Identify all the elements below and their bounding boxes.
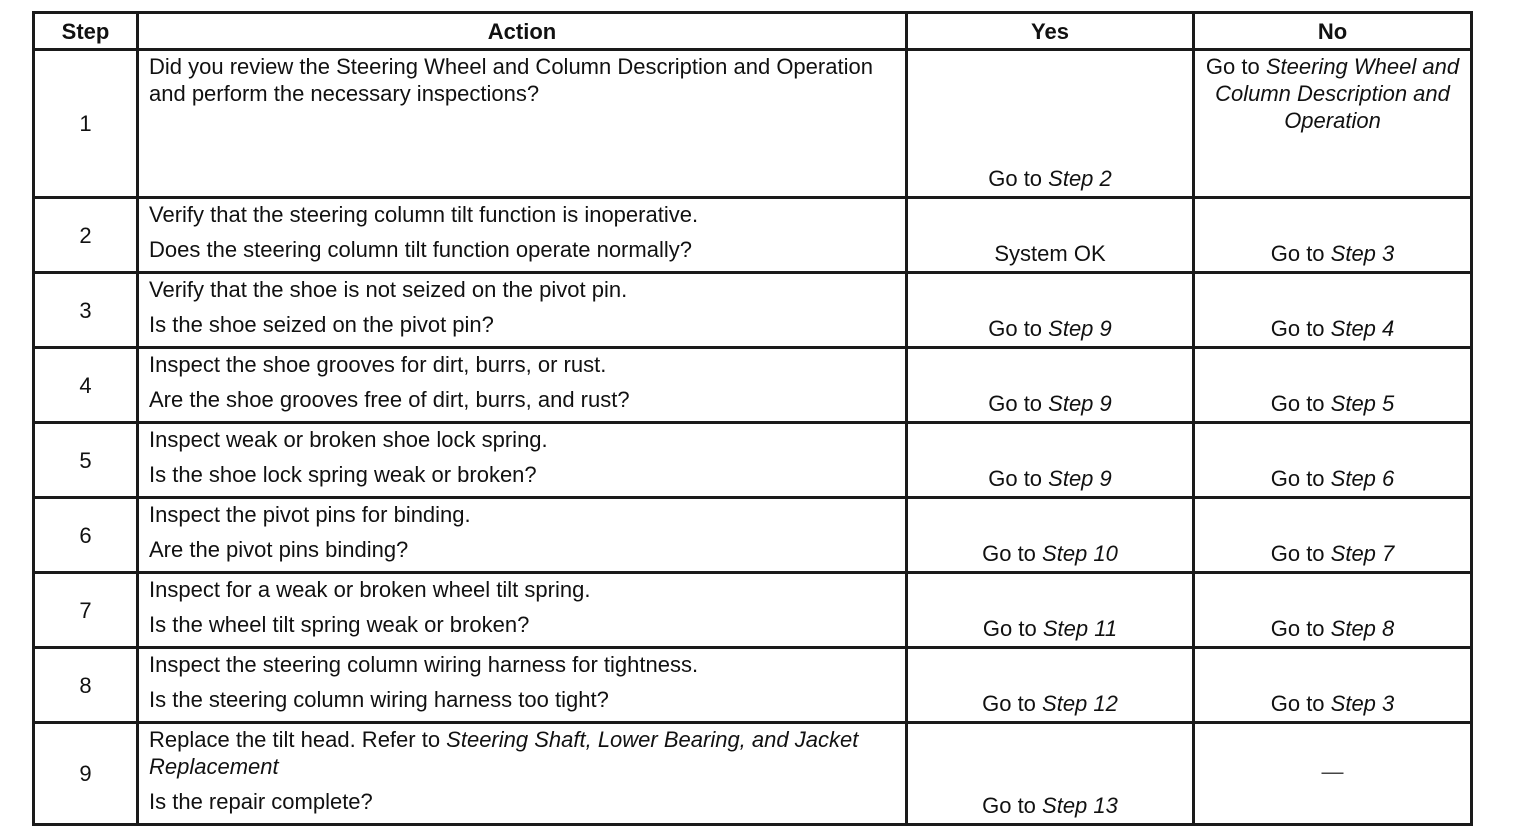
step-number: 5 (34, 423, 138, 498)
no-prefix: Go to (1270, 616, 1331, 641)
yes-cell (907, 50, 1194, 198)
diagnostic-table (32, 11, 1473, 826)
yes-result: System OK (994, 241, 1106, 266)
action-question: Does the steering column tilt function operate normally? (149, 237, 692, 262)
step-number: 8 (34, 648, 138, 723)
yes-cell (907, 348, 1194, 423)
yes-step-link[interactable]: Step 9 (1048, 466, 1112, 491)
table-row (34, 723, 1472, 825)
yes-prefix: Go to (982, 616, 1043, 641)
yes-prefix: Go to (988, 166, 1049, 191)
action-question: Did you review the Steering Wheel and Column Description and Operation and perform the necessary inspections? (149, 54, 873, 106)
step-number: 7 (34, 573, 138, 648)
action-instruction: Inspect the shoe grooves for dirt, burrs, or rust. (149, 352, 607, 377)
header-row (34, 13, 1472, 50)
table-row (34, 498, 1472, 573)
table-row (34, 648, 1472, 723)
diagnostic-table-container (32, 11, 1470, 826)
no-cell (1194, 50, 1472, 198)
header-step: Step (34, 13, 138, 50)
yes-prefix: Go to (982, 691, 1043, 716)
step-number: 2 (34, 198, 138, 273)
table-row (34, 50, 1472, 198)
no-step-link[interactable]: Step 3 (1330, 691, 1395, 716)
yes-prefix: Go to (982, 541, 1043, 566)
yes-step-link[interactable]: Step 9 (1048, 391, 1112, 416)
yes-cell (907, 723, 1194, 825)
table-row (34, 573, 1472, 648)
no-step-link[interactable]: Step 7 (1330, 541, 1395, 566)
no-step-link[interactable]: Step 8 (1330, 616, 1395, 641)
no-prefix: Go to (1270, 541, 1331, 566)
header-yes: Yes (907, 13, 1194, 50)
action-cell (138, 723, 907, 825)
no-cell (1194, 348, 1472, 423)
no-step-link[interactable]: Step 5 (1330, 391, 1395, 416)
no-cell (1194, 648, 1472, 723)
action-cell (138, 573, 907, 648)
action-question: Are the shoe grooves free of dirt, burrs, and rust? (149, 387, 630, 412)
header-action: Action (138, 13, 907, 50)
table-row (34, 273, 1472, 348)
action-cell (138, 50, 907, 198)
yes-step-link[interactable]: Step 13 (1042, 793, 1118, 818)
action-cell (138, 348, 907, 423)
no-cell (1194, 498, 1472, 573)
step-number: 4 (34, 348, 138, 423)
yes-cell (907, 273, 1194, 348)
yes-step-link[interactable]: Step 12 (1042, 691, 1118, 716)
yes-cell (907, 498, 1194, 573)
yes-cell (907, 423, 1194, 498)
step-number: 9 (34, 723, 138, 825)
no-cell (1194, 273, 1472, 348)
action-instruction: Inspect the steering column wiring harness for tightness. (149, 652, 699, 677)
no-prefix: Go to (1270, 241, 1331, 266)
action-question: Is the wheel tilt spring weak or broken? (149, 612, 530, 637)
action-cell (138, 498, 907, 573)
yes-prefix: Go to (988, 391, 1049, 416)
action-instruction (149, 726, 895, 780)
yes-step-link[interactable]: Step 10 (1042, 541, 1118, 566)
action-cell (138, 648, 907, 723)
action-instruction: Verify that the steering column tilt function is inoperative. (149, 202, 699, 227)
action-instruction: Inspect the pivot pins for binding. (149, 502, 471, 527)
no-cell (1194, 723, 1472, 825)
no-prefix: Go to (1270, 691, 1331, 716)
table-row (34, 423, 1472, 498)
action-question: Is the shoe lock spring weak or broken? (149, 462, 537, 487)
no-cell (1194, 198, 1472, 273)
no-prefix: Go to (1270, 466, 1331, 491)
table-row (34, 348, 1472, 423)
action-cell (138, 273, 907, 348)
no-step-link[interactable]: Step 6 (1330, 466, 1395, 491)
action-instruction: Inspect weak or broken shoe lock spring. (149, 427, 548, 452)
action-cell (138, 423, 907, 498)
action-question: Is the repair complete? (149, 789, 373, 814)
action-instruction: Inspect for a weak or broken wheel tilt spring. (149, 577, 591, 602)
yes-cell (907, 648, 1194, 723)
table-row (34, 198, 1472, 273)
no-cell (1194, 573, 1472, 648)
yes-cell (907, 573, 1194, 648)
action-question: Is the steering column wiring harness too tight? (149, 687, 609, 712)
no-step-link[interactable]: Step 3 (1330, 241, 1395, 266)
step-number: 6 (34, 498, 138, 573)
no-prefix: Go to (1205, 54, 1266, 79)
step-number: 1 (34, 50, 138, 198)
no-prefix: Go to (1270, 316, 1331, 341)
no-prefix: Go to (1270, 391, 1331, 416)
yes-step-link[interactable]: Step 9 (1048, 316, 1112, 341)
yes-step-link[interactable]: Step 2 (1048, 166, 1112, 191)
action-question: Is the shoe seized on the pivot pin? (149, 312, 494, 337)
step-number: 3 (34, 273, 138, 348)
action-cell (138, 198, 907, 273)
action-instruction: Verify that the shoe is not seized on the pivot pin. (149, 277, 628, 302)
yes-prefix: Go to (982, 793, 1043, 818)
no-result-dash: — (1321, 759, 1344, 784)
no-cell (1194, 423, 1472, 498)
yes-cell (907, 198, 1194, 273)
yes-prefix: Go to (988, 466, 1049, 491)
yes-step-link[interactable]: Step 11 (1042, 616, 1118, 641)
header-no: No (1194, 13, 1472, 50)
no-reference-link[interactable]: Steering Wheel and Column Description and Operation (1215, 54, 1460, 133)
no-step-link[interactable]: Step 4 (1330, 316, 1395, 341)
action-reference-link[interactable]: Steering Shaft, Lower Bearing, and Jacket Replacement (149, 727, 859, 779)
action-question: Are the pivot pins binding? (149, 537, 409, 562)
yes-prefix: Go to (988, 316, 1049, 341)
action-prefix: Replace the tilt head. Refer to (149, 727, 447, 752)
